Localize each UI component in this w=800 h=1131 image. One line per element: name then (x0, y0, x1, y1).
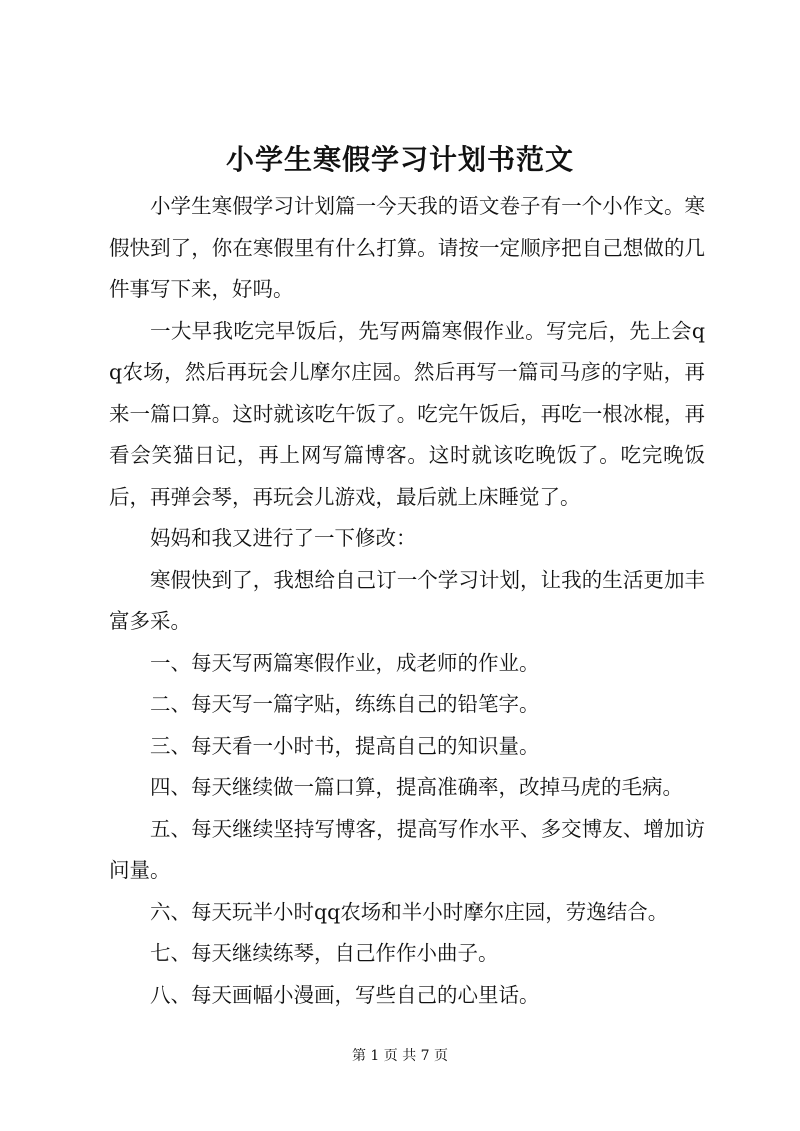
plan-item-2: 二、每天写一篇字贴，练练自己的铅笔字。 (150, 692, 540, 716)
paragraph-revision-note: 妈妈和我又进行了一下修改： (150, 526, 417, 550)
page-footer: 第 1 页 共 7 页 (351, 1048, 449, 1064)
plan-item-5: 五、每天继续坚持写博客，提高写作水平、多交博友、增加访问量。 (109, 816, 705, 882)
plan-item-1: 一、每天写两篇寒假作业，成老师的作业。 (150, 650, 540, 675)
paragraph-plan-intro: 寒假快到了，我想给自己订一个学习计划，让我的生活更加丰富多采。 (109, 567, 705, 633)
plan-item-4: 四、每天继续做一篇口算，提高准确率，改掉马虎的毛病。 (150, 775, 683, 799)
document-title: 小学生寒假学习计划书范文 (225, 143, 574, 176)
plan-item-7: 七、每天继续练琴，自己作作小曲子。 (150, 941, 499, 965)
plan-item-6: 六、每天玩半小时qq农场和半小时摩尔庄园，劳逸结合。 (150, 899, 669, 924)
paragraph-intro: 小学生寒假学习计划篇一今天我的语文卷子有一个小作文。寒假快到了，你在寒假里有什么打算。请按一定顺序把自己想做的几件事写下来，好吗。 (109, 194, 705, 301)
plan-item-8: 八、每天画幅小漫画，写些自己的心里话。 (150, 982, 540, 1007)
paragraph-daily-routine: 一大早我吃完早饭后，先写两篇寒假作业。写完后，先上会qq农场，然后再玩会儿摩尔庄园。然后再写一篇司马彦的字贴，再来一篇口算。这时就该吃午饭了。吃完午饭后，再吃一根冰棍，再看会笑猫日记，再上网写篇博客。这时就该吃晚饭了。吃完晚饭后，再弹会琴，再玩会儿游戏，最后就上床睡觉了。 (109, 318, 705, 509)
plan-item-3: 三、每天看一小时书，提高自己的知识量。 (150, 733, 540, 758)
document-body (109, 186, 705, 1016)
